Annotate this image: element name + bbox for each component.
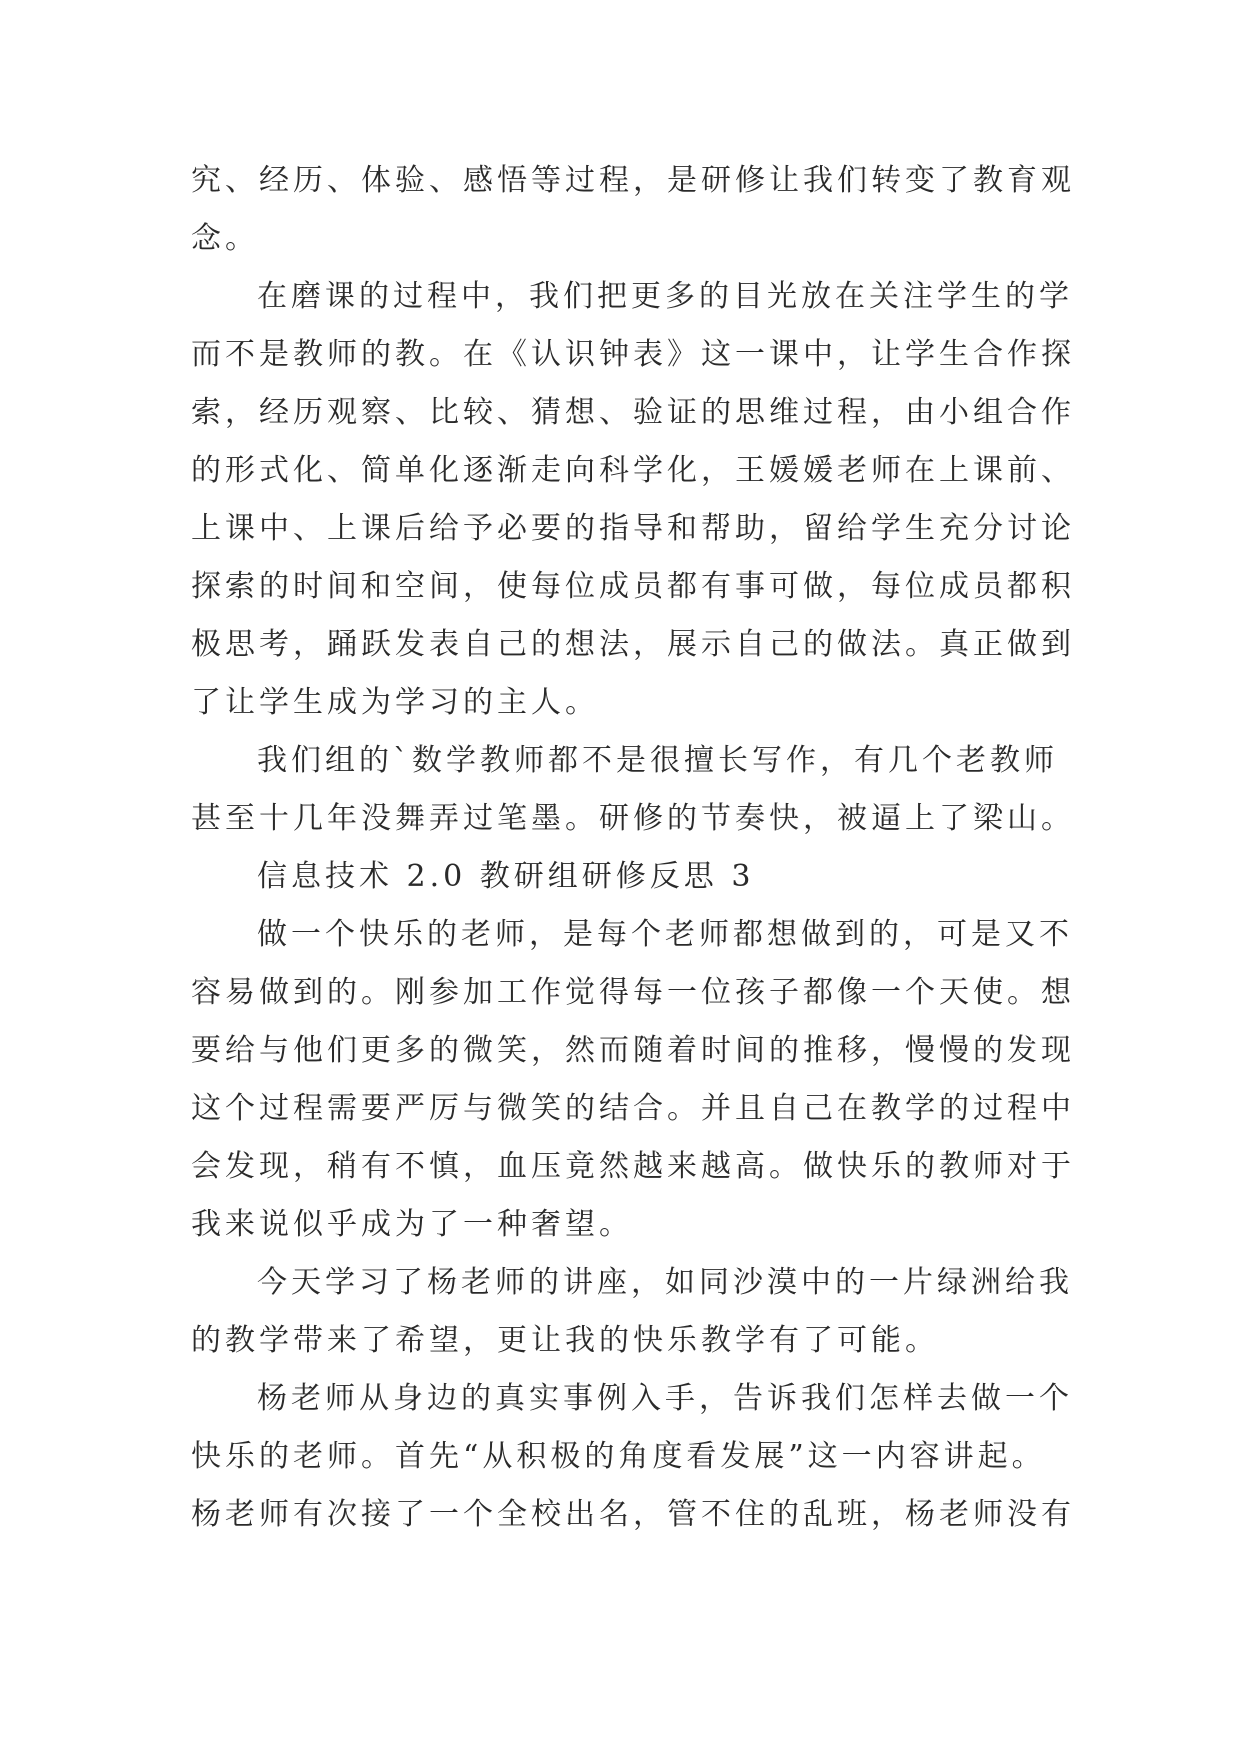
text-line: 信息技术 2.0 教研组研修反思 3 (257, 859, 755, 894)
text-line: 的形式化、简单化逐渐走向科学化，王媛媛老师在上课前、 (191, 453, 1075, 488)
text-line: 念。 (191, 221, 259, 256)
text-line: 我来说似乎成为了一种奢望。 (191, 1207, 633, 1242)
text-line: 极思考，踊跃发表自己的想法，展示自己的做法。真正做到 (191, 627, 1075, 662)
text-line: 上课中、上课后给予必要的指导和帮助，留给学生充分讨论 (191, 511, 1075, 546)
text-line: 今天学习了杨老师的讲座，如同沙漠中的一片绿洲给我 (257, 1265, 1073, 1300)
text-line: 甚至十几年没舞弄过笔墨。研修的节奏快，被逼上了梁山。 (191, 801, 1075, 836)
text-line: 要给与他们更多的微笑，然而随着时间的推移，慢慢的发现 (191, 1033, 1075, 1068)
text-line: 在磨课的过程中，我们把更多的目光放在关注学生的学 (257, 279, 1073, 314)
text-line: 的教学带来了希望，更让我的快乐教学有了可能。 (191, 1323, 939, 1358)
text-line: 杨老师从身边的真实事例入手，告诉我们怎样去做一个 (257, 1381, 1073, 1416)
text-line: 我们组的`数学教师都不是很擅长写作，有几个老教师 (257, 743, 1058, 778)
text-line: 索，经历观察、比较、猜想、验证的思维过程，由小组合作 (191, 395, 1075, 430)
text-line: 而不是教师的教。在《认识钟表》这一课中，让学生合作探 (191, 337, 1075, 372)
text-line: 快乐的老师。首先“从积极的角度看发展”这一内容讲起。 (191, 1439, 1046, 1474)
text-line: 探索的时间和空间，使每位成员都有事可做，每位成员都积 (191, 569, 1075, 604)
text-line: 这个过程需要严厉与微笑的结合。并且自己在教学的过程中 (191, 1091, 1075, 1126)
document-body (191, 152, 1075, 1544)
text-line: 做一个快乐的老师，是每个老师都想做到的，可是又不 (257, 917, 1073, 952)
text-line: 了让学生成为学习的主人。 (191, 685, 599, 720)
text-line: 容易做到的。刚参加工作觉得每一位孩子都像一个天使。想 (191, 975, 1075, 1010)
text-line: 会发现，稍有不慎，血压竟然越来越高。做快乐的教师对于 (191, 1149, 1075, 1184)
text-line: 究、经历、体验、感悟等过程，是研修让我们转变了教育观 (191, 163, 1075, 198)
text-line: 杨老师有次接了一个全校出名，管不住的乱班，杨老师没有 (191, 1497, 1075, 1532)
